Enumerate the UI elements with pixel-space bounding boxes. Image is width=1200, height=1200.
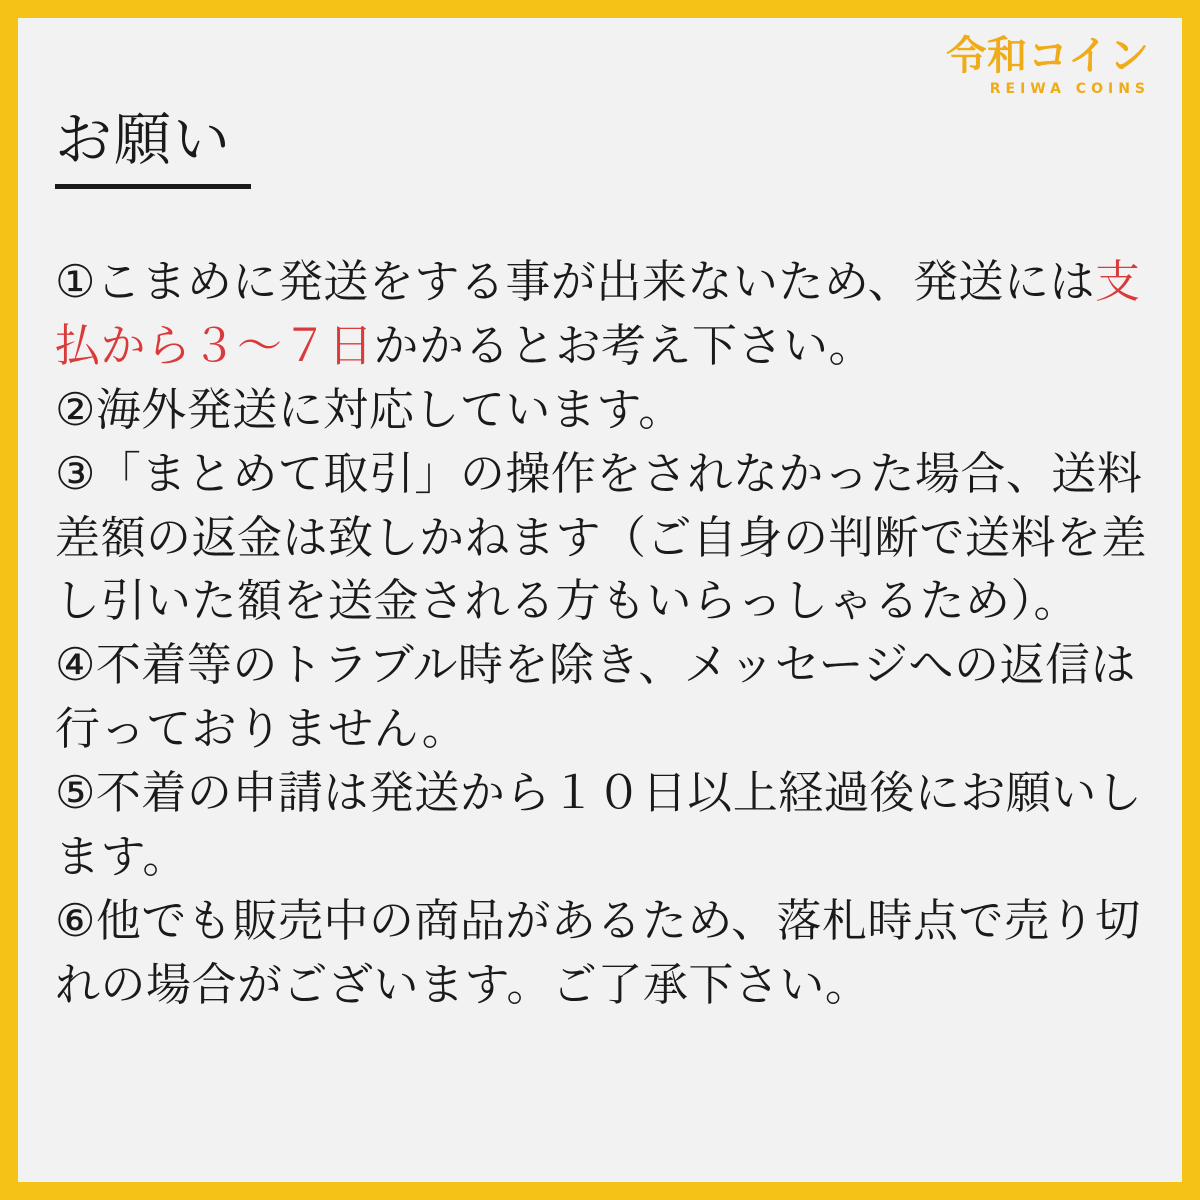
heading-underline (55, 184, 251, 189)
notes-list (55, 250, 1147, 1017)
notice-card (18, 18, 1182, 1182)
note-text: ②海外発送に対応しています。 (55, 382, 684, 436)
note-text: ③「まとめて取引」の操作をされなかった場合、送料差額の返金は致しかねます（ご自身の判断で送料を差し引いた額を送金される方もいらっしゃるため）。 (55, 446, 1148, 628)
page-title: お願い (55, 107, 232, 173)
note-text: ⑤不着の申請は発送から１０日以上経過後にお願いします。 (55, 766, 1143, 884)
note-text: ④不着等のトラブル時を除き、メッセージへの返信は行っておりません。 (55, 638, 1137, 756)
brand-logo-sub: REIWA COINS (989, 81, 1150, 97)
brand-logo-main: 令和コイン (946, 33, 1150, 79)
note-item (55, 761, 1147, 889)
note-text: ①こまめに発送をする事が出来ないため、発送には (55, 255, 1096, 308)
note-text: かかるとお考え下さい。 (373, 318, 875, 372)
note-item (55, 250, 1147, 378)
note-highlight-text: 支払から３〜７日 (55, 255, 1141, 372)
note-item (55, 442, 1147, 634)
note-item (55, 889, 1147, 1017)
note-item (55, 378, 1147, 442)
brand-logo (946, 33, 1150, 97)
note-item (55, 633, 1147, 761)
heading-block (55, 106, 251, 189)
note-text: ⑥他でも販売中の商品があるため、落札時点で売り切れの場合がございます。ご了承下さい。 (55, 893, 1141, 1011)
